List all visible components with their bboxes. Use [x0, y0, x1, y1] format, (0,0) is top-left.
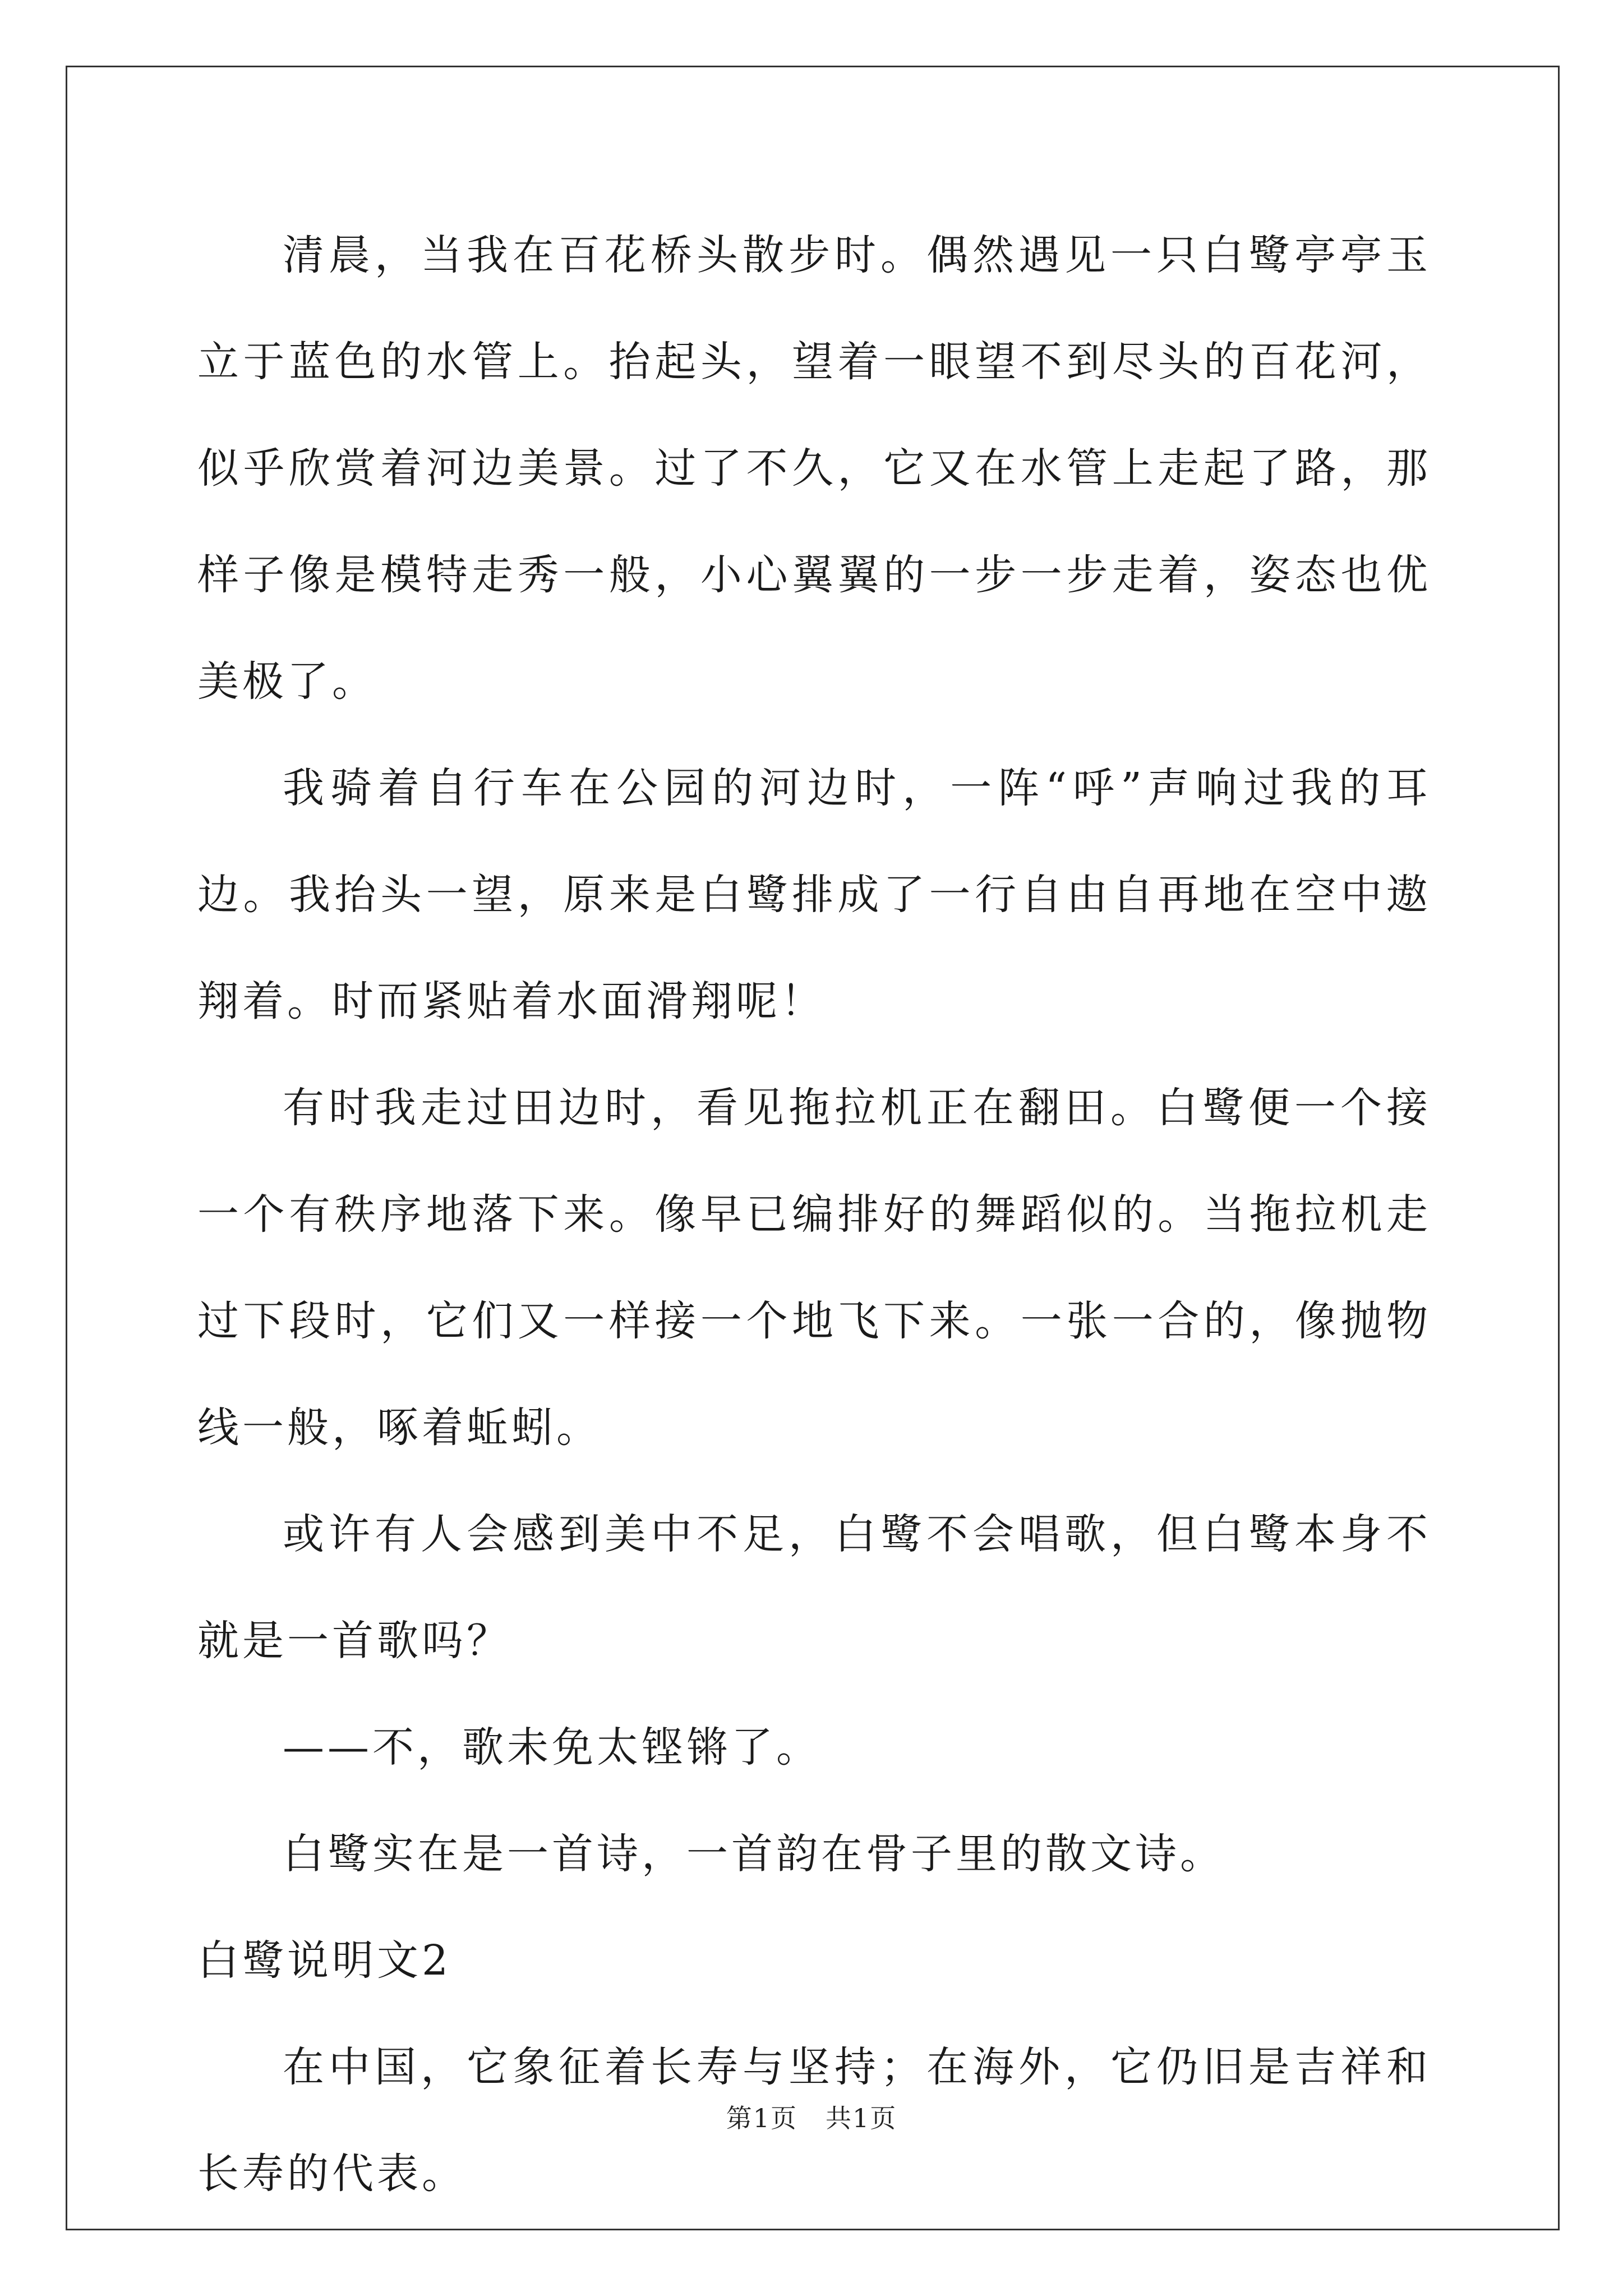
footer-gap [797, 2103, 826, 2133]
paragraph-1: 清晨，当我在百花桥头散步时。偶然遇见一只白鹭亭亭玉立于蓝色的水管上。抬起头，望着一眼望不到尽头的百花河，似乎欣赏着河边美景。过了不久，它又在水管上走起了路，那样子像是模特走秀一般，小心翼翼的一步一步走着，姿态也优美极了。 [197, 231, 1431, 706]
paragraph-2: 我骑着自行车在公园的河边时，一阵“呼”声响过我的耳边。我抬头一望，原来是白鹭排成了一行自由自再地在空中遨翔着。时而紧贴着水面滑翔呢！ [197, 764, 1431, 1025]
paragraph-3: 有时我走过田边时，看见拖拉机正在翻田。白鹭便一个接一个有秩序地落下来。像早已编排好的舞蹈似的。当拖拉机走过下段时，它们又一样接一个地飞下来。一张一合的，像抛物线一般，啄着蚯蚓。 [197, 1084, 1431, 1452]
page-total: 共1页 [825, 2103, 897, 2133]
paragraph-5: ——不，歌未免太铿锵了。 [283, 1723, 821, 1772]
document-body [197, 202, 1431, 2227]
section-heading: 白鹭说明文2 [197, 1936, 452, 1985]
page-number: 第1页 [726, 2103, 798, 2133]
page-footer [0, 2098, 1623, 2135]
paragraph-4: 或许有人会感到美中不足，白鹭不会唱歌，但白鹭本身不就是一首歌吗？ [197, 1510, 1431, 1665]
paragraph-6: 白鹭实在是一首诗，一首韵在骨子里的散文诗。 [283, 1830, 1225, 1878]
paragraph-7: 在中国，它象征着长寿与坚持；在海外，它仍旧是吉祥和长寿的代表。 [197, 2043, 1431, 2198]
